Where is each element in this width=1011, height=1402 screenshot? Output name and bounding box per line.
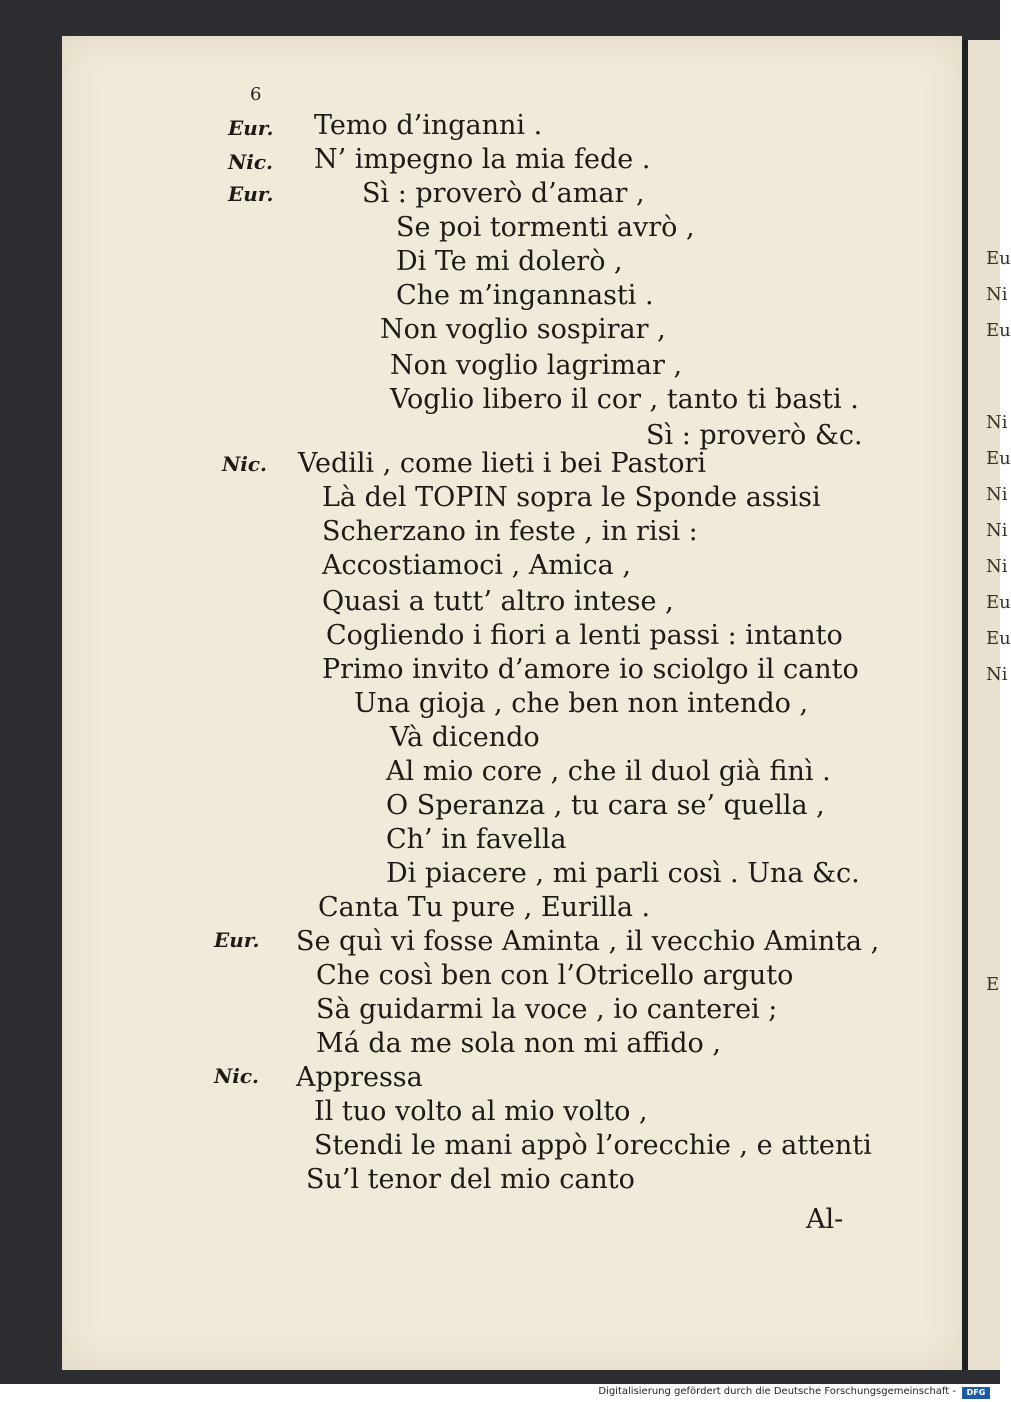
- adjacent-fragment: E: [986, 974, 1000, 995]
- verse-line: Quasi a tutt’ altro intese ,: [322, 586, 674, 617]
- verse-line: Se poi tormenti avrò ,: [396, 212, 695, 243]
- verse-line: Accostiamoci , Amica ,: [322, 550, 631, 581]
- adjacent-fragment: Ni: [986, 664, 1008, 685]
- verse-line: Sà guidarmi la voce , io canterei ;: [316, 994, 778, 1025]
- speaker-label: Nic.: [228, 150, 274, 174]
- verse-line: Che così ben con l’Otricello arguto: [316, 960, 794, 991]
- catchword: Al-: [806, 1204, 844, 1235]
- verse-line: Di Te mi dolerò ,: [396, 246, 623, 277]
- speaker-label: Eur.: [228, 182, 274, 206]
- speaker-label: Eur.: [228, 116, 274, 140]
- speaker-label: Eur.: [214, 928, 260, 952]
- verse-line: Non voglio lagrimar ,: [390, 350, 683, 381]
- adjacent-fragment: Ni: [986, 484, 1008, 505]
- verse-line: Su’l tenor del mio canto: [306, 1164, 635, 1195]
- verse-line: Scherzano in feste , in risi :: [322, 516, 698, 547]
- digitization-credit-bar: [0, 1384, 1000, 1402]
- verse-line: Che m’ingannasti .: [396, 280, 654, 311]
- verse-line: Di piacere , mi parli così . Una &c.: [386, 858, 860, 889]
- adjacent-fragment: Ni: [986, 284, 1008, 305]
- verse-line: Il tuo volto al mio volto ,: [314, 1096, 648, 1127]
- verse-line: Stendi le mani appò l’orecchie , e attenti: [314, 1130, 872, 1161]
- verse-line: Vedili , come lieti i bei Pastori: [298, 448, 707, 479]
- adjacent-fragment: Eu: [986, 248, 1011, 269]
- page-number: 6: [250, 84, 262, 105]
- speaker-label: Nic.: [222, 452, 268, 476]
- verse-line: Và dicendo: [390, 722, 540, 753]
- verse-line: Appressa: [296, 1062, 423, 1093]
- adjacent-page-edge: [962, 40, 1011, 1370]
- verse-line: Là del TOPIN sopra le Sponde assisi: [322, 482, 821, 513]
- verse-line: Non voglio sospirar ,: [380, 314, 666, 345]
- book-gutter: [962, 40, 968, 1370]
- verse-line: Se quì vi fosse Aminta , il vecchio Aminta ,: [296, 926, 880, 957]
- verse-line: Sì : proverò &c.: [646, 420, 863, 451]
- verse-line: Sì : proverò d’amar ,: [362, 178, 645, 209]
- adjacent-fragment: Ni: [986, 556, 1008, 577]
- dfg-logo[interactable]: DFG: [962, 1387, 990, 1399]
- adjacent-fragment: Eu: [986, 592, 1011, 613]
- adjacent-fragment: Eu: [986, 628, 1011, 649]
- speaker-label: Nic.: [214, 1064, 260, 1088]
- verse-line: Má da me sola non mi affido ,: [316, 1028, 721, 1059]
- verse-line: N’ impegno la mia fede .: [314, 144, 651, 175]
- adjacent-fragment: Eu: [986, 448, 1011, 469]
- adjacent-fragment: Eu: [986, 320, 1011, 341]
- verse-line: O Speranza , tu cara se’ quella ,: [386, 790, 825, 821]
- credit-text: Digitalisierung gefördert durch die Deutsche Forschungsgemeinschaft -: [598, 1386, 956, 1397]
- verse-line: Ch’ in favella: [386, 824, 567, 855]
- verse-line: Temo d’inganni .: [314, 110, 543, 141]
- verse-line: Canta Tu pure , Eurilla .: [318, 892, 651, 923]
- verse-line: Al mio core , che il duol già finì .: [386, 756, 831, 787]
- adjacent-fragment: Ni: [986, 412, 1008, 433]
- adjacent-fragment: Ni: [986, 520, 1008, 541]
- verse-line: Cogliendo i fiori a lenti passi : intanto: [326, 620, 843, 651]
- verse-line: Voglio libero il cor , tanto ti basti .: [390, 384, 859, 415]
- verse-line: Primo invito d’amore io sciolgo il canto: [322, 654, 859, 685]
- verse-line: Una gioja , che ben non intendo ,: [354, 688, 809, 719]
